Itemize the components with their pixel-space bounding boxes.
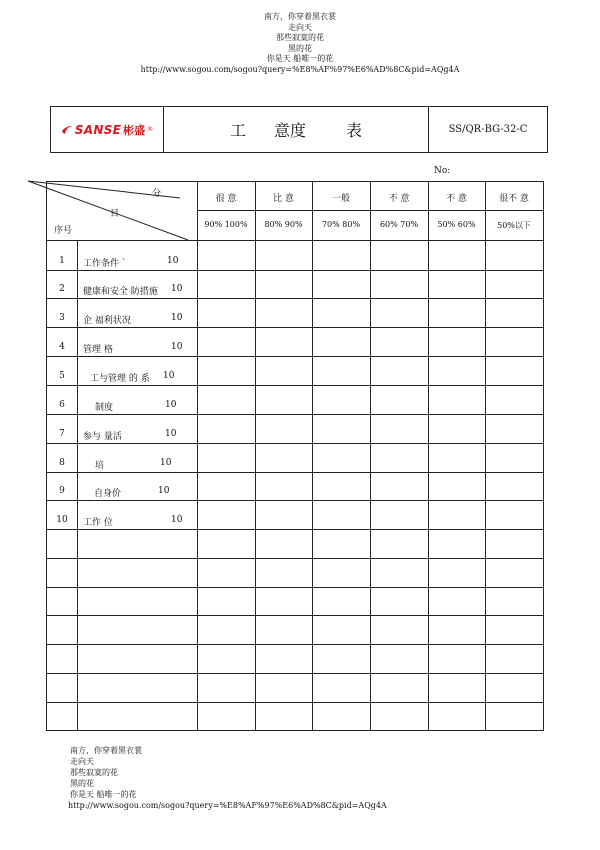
row-number: 7 (59, 429, 65, 439)
level-label: 比 意 (273, 194, 294, 204)
bottom-poem-line: 你是天 船唯一的花 (70, 790, 137, 799)
level-range: 50%以下 (497, 221, 531, 230)
title-part: 意度 (273, 121, 306, 140)
level-range: 50% 60% (437, 220, 476, 229)
row-number: 6 (59, 400, 65, 410)
level-label: 很不 意 (499, 194, 529, 204)
registered-mark: ® (147, 126, 154, 133)
row-score: 10 (158, 486, 170, 496)
top-poem-line: 南方，你穿着黑衣裳 (264, 12, 336, 21)
row-number: 2 (59, 284, 65, 294)
bottom-poem-line: 南方，你穿着黑衣裳 (70, 746, 142, 755)
corner-item-label: 目 (110, 209, 120, 219)
logo-text: SANSE (74, 122, 122, 137)
level-label: 一般 (331, 194, 350, 204)
row-score: 10 (171, 284, 183, 294)
row-number: 3 (59, 313, 65, 323)
row-item: 管理 格 (83, 345, 113, 355)
row-item: 工作 位 (83, 518, 113, 528)
level-range: 80% 90% (264, 220, 303, 229)
row-item: 培 (95, 461, 105, 471)
row-item: 制度 (95, 403, 114, 413)
level-range: 70% 80% (321, 220, 361, 229)
row-score: 10 (165, 429, 177, 439)
row-score: 10 (165, 400, 177, 410)
row-item: 工作条件 ` (83, 259, 127, 269)
top-poem-line: 黑的花 (288, 43, 312, 53)
number-label: No: (434, 166, 451, 176)
top-poem-line: 走向天 (288, 22, 312, 32)
row-item: 参与 量活 (83, 432, 122, 442)
bottom-poem-line: 黑的花 (70, 779, 94, 788)
corner-seq-label: 序号 (54, 226, 73, 236)
row-item: 健康和安全 防措施 (83, 287, 158, 297)
row-number: 8 (59, 458, 65, 468)
row-score: 10 (160, 458, 172, 468)
row-item: 工与管理 的 系 (90, 374, 150, 384)
corner-score-label: 分 (152, 189, 162, 199)
row-score: 10 (171, 342, 183, 352)
row-item: 自身价 (94, 489, 122, 499)
row-number: 10 (56, 515, 68, 525)
level-label: 不 意 (446, 194, 467, 204)
row-score: 10 (167, 256, 179, 266)
level-label: 很 意 (215, 194, 237, 204)
bottom-poem (70, 745, 387, 811)
row-item: 企 福利状况 (83, 316, 131, 326)
level-label: 不 意 (388, 194, 410, 204)
row-number: 5 (59, 371, 65, 381)
form-code: SS/QR-BG-32-C (448, 124, 528, 135)
row-score: 10 (163, 371, 175, 381)
bottom-poem-line: 走向天 (70, 757, 94, 766)
row-number: 1 (59, 256, 65, 266)
top-poem-line: 那些寂寞的花 (276, 33, 324, 42)
row-score: 10 (171, 515, 183, 525)
title-part: 表 (346, 121, 363, 140)
row-number: 4 (59, 342, 65, 352)
level-range: 60% 70% (379, 220, 419, 229)
top-url: http://www.sogou.com/sogou?query=%E8%AF%97%E6%AD%8C&pid=AQg4A (140, 64, 460, 74)
bottom-poem-line: 那些寂寞的花 (70, 768, 118, 777)
row-number: 9 (59, 486, 65, 496)
bottom-url: http://www.sogou.com/sogou?query=%E8%AF%97%E6%AD%8C&pid=AQg4A (68, 801, 387, 810)
top-poem-line: 你是天 船唯一的花 (266, 54, 334, 63)
logo-chinese: 彬盛 (123, 123, 146, 137)
row-score: 10 (171, 313, 183, 323)
level-range: 90% 100% (204, 220, 248, 229)
title-part: 工 (229, 121, 246, 140)
